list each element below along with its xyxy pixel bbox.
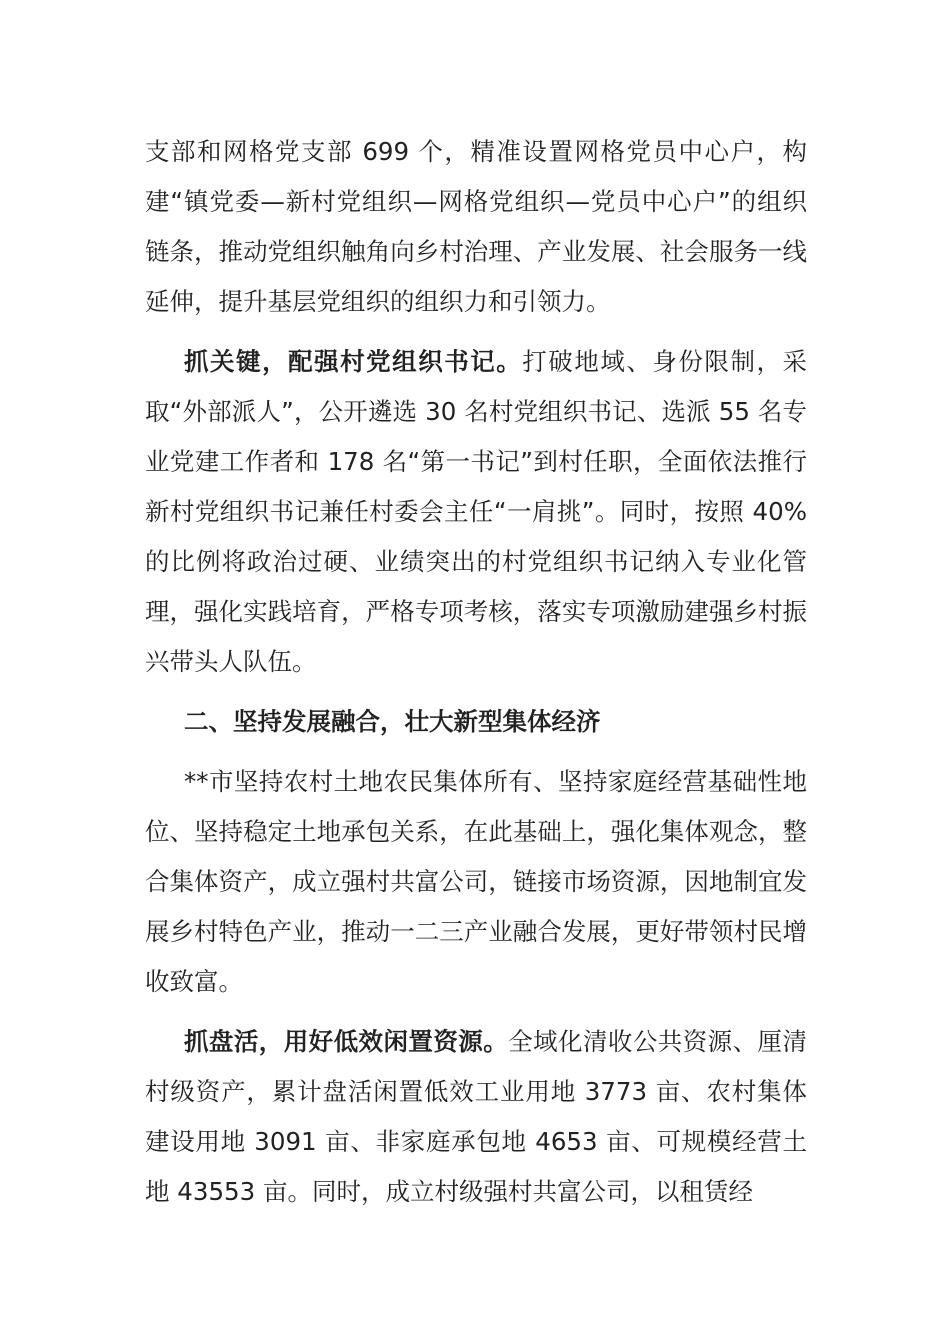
paragraph-village-secretaries <box>145 337 807 687</box>
paragraph-idle-resources <box>145 1017 807 1217</box>
paragraph-party-branches <box>145 127 807 327</box>
paragraph-lead: 抓盘活，用好低效闲置资源。 <box>184 1027 509 1056</box>
paragraph-text: 支部和网格党支部 699 个，精准设置网格党员中心户，构建“镇党委—新村党组织—网格党组织—党员中心户”的组织链条，推动党组织触角向乡村治理、产业发展、社会服务一线延伸，提升基层党组织的组织力和引领力。 <box>145 137 807 316</box>
paragraph-lead: 抓关键，配强村党组织书记。 <box>184 347 523 376</box>
document-page <box>145 127 807 1227</box>
paragraph-text: 全域化清收公共资源、厘清村级资产，累计盘活闲置低效工业用地 3773 亩、农村集体建设用地 3091 亩、非家庭承包地 4653 亩、可规模经营土地 43553 亩。同时，成立村级强村共富公司，以租赁经 <box>145 1027 807 1206</box>
paragraph-collective-economy <box>145 757 807 1007</box>
paragraph-text: **市坚持农村土地农民集体所有、坚持家庭经营基础性地位、坚持稳定土地承包关系，在此基础上，强化集体观念，整合集体资产，成立强村共富公司，链接市场资源，因地制宜发展乡村特色产业，推动一二三产业融合发展，更好带领村民增收致富。 <box>145 767 807 996</box>
paragraph-text: 打破地域、身份限制，采取“外部派人”，公开遴选 30 名村党组织书记、选派 55 名专业党建工作者和 178 名“第一书记”到村任职，全面依法推行新村党组织书记兼任村委会主任“一肩挑”。同时，按照 40%的比例将政治过硬、业绩突出的村党组织书记纳入专业化管理，强化实践培育，严格专项考核，落实专项激励建强乡村振兴带头人队伍。 <box>145 347 807 676</box>
section-heading: 二、坚持发展融合，壮大新型集体经济 <box>184 707 601 736</box>
